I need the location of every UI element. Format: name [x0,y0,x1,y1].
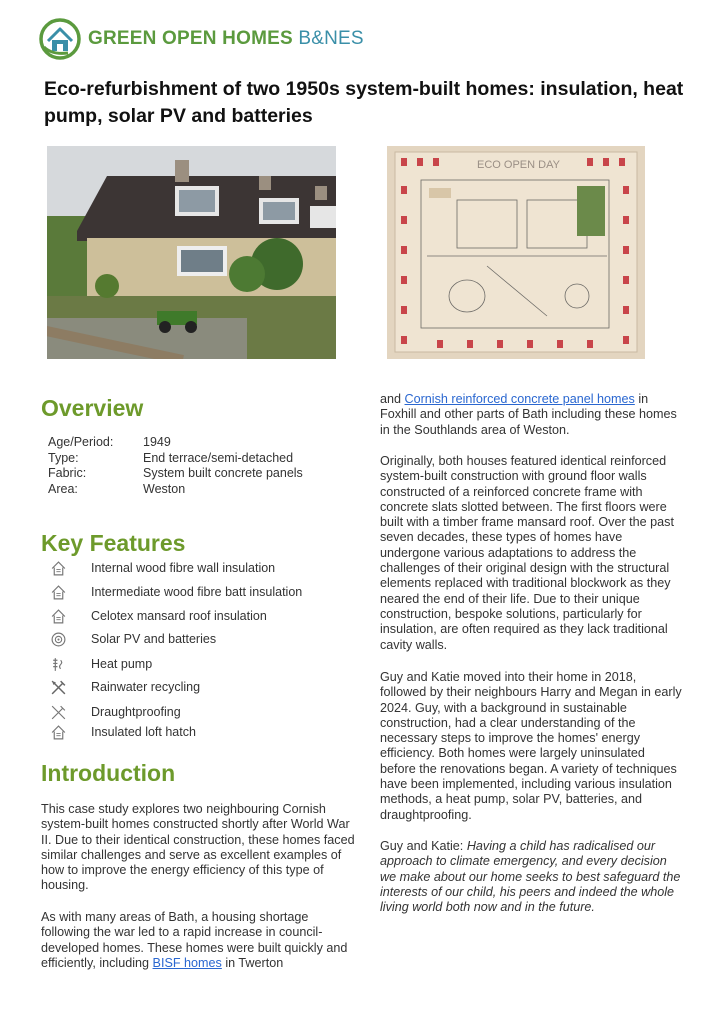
tools-icon [47,702,69,722]
overview-row [48,466,303,482]
logo-text-main: GREEN OPEN HOMES [88,28,293,49]
overview-value: System built concrete panels [143,466,303,480]
overview-row [48,451,303,467]
feature-label: Celotex mansard roof insulation [91,609,267,623]
feature-label: Internal wood fibre wall insulation [91,561,276,575]
feature-label: Heat pump [91,657,153,671]
introduction-heading: Introduction [41,760,176,786]
house-photo [47,146,336,359]
feature-label: Solar PV and batteries [91,632,217,646]
svg-text:ECO OPEN DAY: ECO OPEN DAY [477,159,560,171]
right-p1-end: in Foxhill and other parts of Bath including these homes in the Southlands area of Weston. [380,392,677,437]
overview-table [48,435,303,497]
logo-wordmark [88,28,364,50]
intro-p2-start: As with many areas of Bath, a housing shortage following the war led to a rapid increase in council-developed homes. These homes were built quickly and efficiently, including [41,910,348,970]
feature-item [47,582,302,602]
quote-text: Having a child has radicalised our approach to climate emergency, and every decision we make about our home seeks to best safeguard the interests of our child, his peers and indeed the whole living world both now and in the future. [380,839,681,915]
eco-open-day-poster-photo [387,146,645,359]
overview-row [48,482,303,498]
page-title: Eco-refurbishment of two 1950s system-built homes: insulation, heat pump, solar PV and batteries [44,78,684,127]
intro-p2-end: in Twerton [221,955,284,970]
logo [38,17,364,61]
house-insulation-icon [47,582,69,602]
feature-label: Insulated loft hatch [91,725,196,739]
feature-item [47,722,196,742]
cornish-homes-link[interactable]: Cornish reinforced concrete panel homes [404,392,635,406]
overview-label: Type: [48,450,79,465]
heat-pump-icon [47,654,69,674]
introduction-paragraph-1: This case study explores two neighbouring Cornish system-built homes constructed shortly after World War II. Due to their identical construction, these homes faced similar challenges and serve as excellent examples of how to improve the energy efficiency of this type of housing. [41,802,355,893]
overview-heading: Overview [41,395,144,421]
overview-value: Weston [143,481,186,496]
overview-value: 1949 [143,435,171,449]
feature-label: Intermediate wood fibre batt insulation [91,585,303,599]
introduction-paragraph-2 [41,910,356,971]
house-insulation-icon [47,558,69,578]
overview-label: Age/Period: [48,435,114,449]
logo-text-suffix: B&NES [298,28,364,49]
bisf-homes-link[interactable]: BISF homes [152,955,222,970]
right-paragraph-1 [380,392,680,438]
quote-speaker: Guy and Katie: [380,839,467,853]
tools-icon [47,677,69,697]
feature-label: Rainwater recycling [91,680,201,694]
right-paragraph-3: Guy and Katie moved into their home in 2018, followed by their neighbours Harry and Megan in early 2024. Guy, with a background in sustainable construction, had a clear understanding of the necessary steps to improve the homes' energy efficiency. Both homes were largely uninsulated before the renovations began. A variety of techniques have been implemented, including various insulation methods, a heat pump, solar PV, batteries, and draughtproofing. [380,670,682,822]
overview-label: Fabric: [48,466,87,480]
key-features-heading: Key Features [41,530,186,556]
solar-icon [47,629,69,649]
house-insulation-icon [47,606,69,626]
overview-row [48,435,303,451]
quote-paragraph [380,839,682,915]
house-insulation-icon [47,722,69,742]
feature-item [47,654,152,674]
overview-value: End terrace/semi-detached [143,450,294,465]
right-p1-start: and [380,392,405,406]
feature-item [47,677,200,697]
overview-label: Area: [48,481,78,496]
logo-house-icon [38,17,82,61]
feature-item [47,606,267,626]
right-paragraph-2: Originally, both houses featured identical reinforced system-built construction with ground floor walls constructed of a reinforced concrete frame with concrete slats slotted between. The first floors were built with a timber frame mansard roof. Over the past seven decades, these types of homes have undergone various adaptations to address the challenges of their original design with the structural elements replaced with traditional blockwork as they neared the end of their life. Due to their unique construction, bespoke solutions, particularly for insulation, are often required as they lack traditional cavity walls. [380,454,674,652]
feature-label: Draughtproofing [91,705,181,719]
feature-item [47,702,181,722]
feature-item [47,558,275,578]
feature-item [47,629,216,649]
